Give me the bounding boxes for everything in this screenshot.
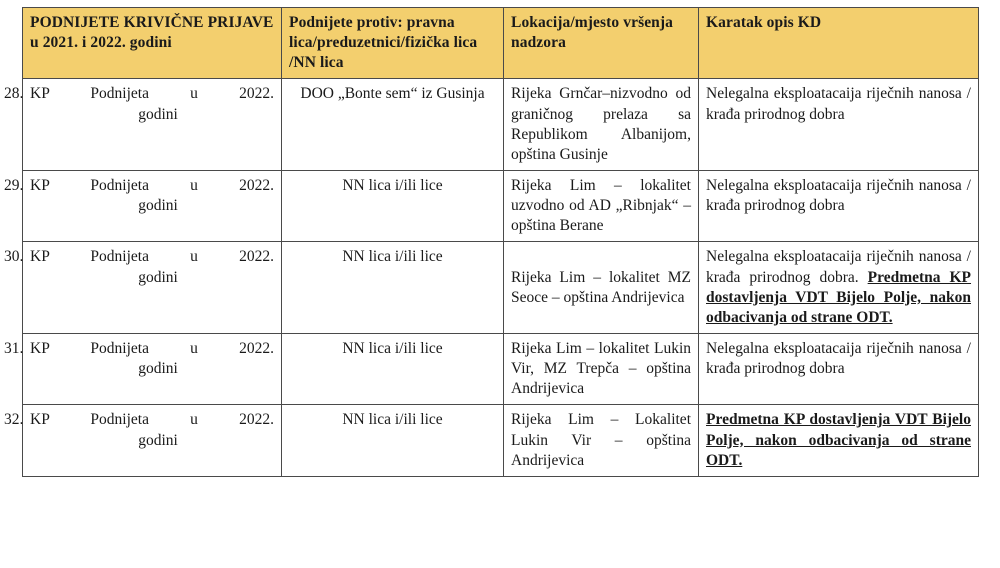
opis-note: Predmetna KP dostavljenja VDT Bijelo Polje, nakon odbacivanja od strane ODT.: [706, 411, 971, 469]
column-header-opis: Karatak opis KD: [699, 8, 979, 79]
cell-lokacija: Rijeka Lim – lokalitet uzvodno od AD „Ribnjak“ – opština Berane: [504, 170, 699, 241]
opis-text: Nelegalna eksploatacaija riječnih nanosa / krađa prirodnog dobra: [706, 85, 971, 123]
table-body: [4, 79, 979, 476]
cell-prijava: [4, 79, 282, 171]
cell-lokacija: Rijeka Lim – Lokalitet Lukin Vir – opština Andrijevica: [504, 405, 699, 476]
row-index: 32.: [4, 411, 24, 429]
cell-prijava: [4, 170, 282, 241]
cell-lokacija: Rijeka Lim – lokalitet Lukin Vir, MZ Trepča – opština Andrijevica: [504, 333, 699, 404]
cell-protiv: DOO „Bonte sem“ iz Gusinja: [282, 79, 504, 171]
cell-prijava: [4, 242, 282, 334]
table-row: [23, 242, 979, 334]
cell-prijava: [4, 405, 282, 476]
table-row: [23, 405, 979, 476]
prijava-line-1: KP Podnijeta u 2022.: [30, 248, 274, 266]
column-header-lokacija: Lokacija/mjesto vršenja nadzora: [504, 8, 699, 79]
cell-protiv: NN lica i/ili lice: [282, 242, 504, 334]
prijava-line-2: godini: [138, 268, 178, 286]
criminal-charges-table: [4, 7, 979, 477]
row-index: 30.: [4, 248, 24, 266]
cell-prijava: [4, 333, 282, 404]
prijava-line-1: KP Podnijeta u 2022.: [30, 339, 274, 357]
cell-protiv: NN lica i/ili lice: [282, 333, 504, 404]
cell-protiv: NN lica i/ili lice: [282, 405, 504, 476]
prijava-line-2: godini: [138, 105, 178, 123]
row-index: 28.: [4, 85, 24, 103]
prijava-line-1: KP Podnijeta u 2022.: [30, 411, 274, 429]
cell-opis: [699, 333, 979, 404]
cell-lokacija: Rijeka Grnčar–nizvodno od graničnog prelaza sa Republikom Albanijom, opština Gusinje: [504, 79, 699, 171]
column-header-prijave: PODNIJETE KRIVIČNE PRIJAVE u 2021. i 2022. godini: [23, 8, 282, 79]
prijava-line-2: godini: [138, 360, 178, 378]
prijava-line-2: godini: [138, 197, 178, 215]
prijava-line-1: KP Podnijeta u 2022.: [30, 176, 274, 194]
opis-text: Nelegalna eksploatacaija riječnih nanosa / krađa prirodnog dobra: [706, 339, 971, 378]
cell-lokacija: Rijeka Lim – lokalitet MZ Seoce – opština Andrijevica: [504, 242, 699, 334]
cell-opis: [699, 405, 979, 476]
cell-opis: [699, 170, 979, 241]
opis-note: Predmetna KP dostavljenja VDT Bijelo Polje, nakon odbacivanja od strane ODT.: [706, 268, 972, 326]
table-row: [23, 333, 979, 404]
opis-text: Nelegalna eksploatacaija riječnih nanosa / krađa prirodnog dobra: [706, 176, 971, 215]
prijava-line-2: godini: [138, 431, 178, 449]
table-header: [23, 8, 979, 79]
opis-text: Nelegalna eksploatacaija riječnih nanosa / krađa prirodnog dobra.: [706, 248, 971, 286]
cell-opis: [699, 242, 979, 334]
table-row: [23, 170, 979, 241]
cell-protiv: NN lica i/ili lice: [282, 170, 504, 241]
column-header-protiv: Podnijete protiv: pravna lica/preduzetnici/fizička lica /NN lica: [282, 8, 504, 79]
table-header-row: [23, 8, 979, 79]
table-container: [4, 7, 978, 477]
cell-opis: [699, 79, 979, 171]
prijava-line-1: KP Podnijeta u 2022.: [30, 85, 274, 103]
row-index: 31.: [4, 339, 24, 357]
table-row: [23, 79, 979, 171]
row-index: 29.: [4, 176, 24, 194]
